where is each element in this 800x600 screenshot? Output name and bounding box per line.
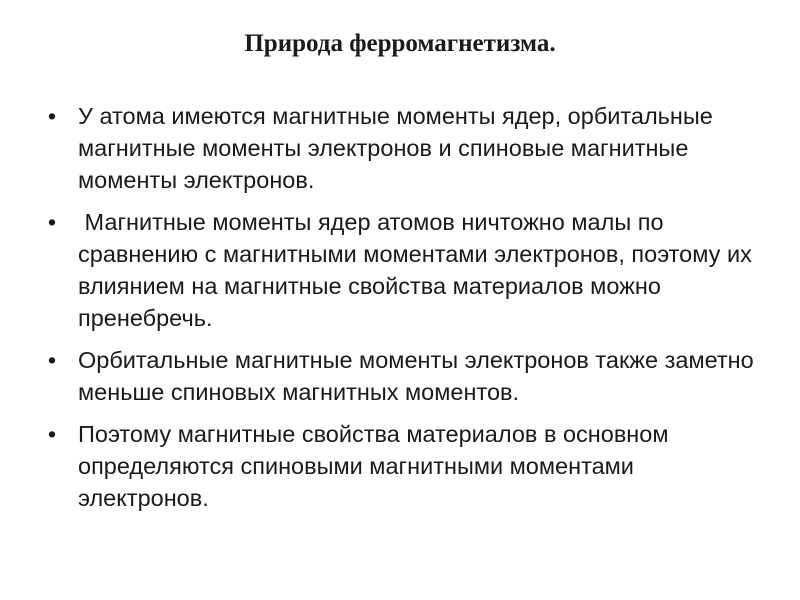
slide-title: Природа ферромагнетизма. <box>244 30 556 57</box>
bullet-item <box>42 206 762 334</box>
bullet-item <box>42 344 762 408</box>
bullet-text: У атома имеются магнитные моменты ядер, орбитальные магнитные моменты электронов и спиновые магнитные моменты электронов. <box>78 103 713 193</box>
bullet-text: Орбитальные магнитные моменты электронов также заметно меньше спиновых магнитных моментов. <box>78 347 754 405</box>
bullet-dot-icon: • <box>47 421 57 447</box>
bullet-dot-icon: • <box>47 103 57 129</box>
bullet-text: Поэтому магнитные свойства материалов в основном определяются спиновыми магнитными моментами электронов. <box>78 421 669 511</box>
bullet-item <box>42 100 762 196</box>
bullet-item <box>42 418 762 514</box>
bullet-dot-icon: • <box>47 209 57 235</box>
bullet-dot-icon: • <box>47 347 57 373</box>
bullet-list <box>42 100 762 524</box>
bullet-text: Магнитные моменты ядер атомов ничтожно малы по сравнению с магнитными моментами электронов, поэтому их влиянием на магнитные свойства материалов можно пренебречь. <box>78 209 759 331</box>
